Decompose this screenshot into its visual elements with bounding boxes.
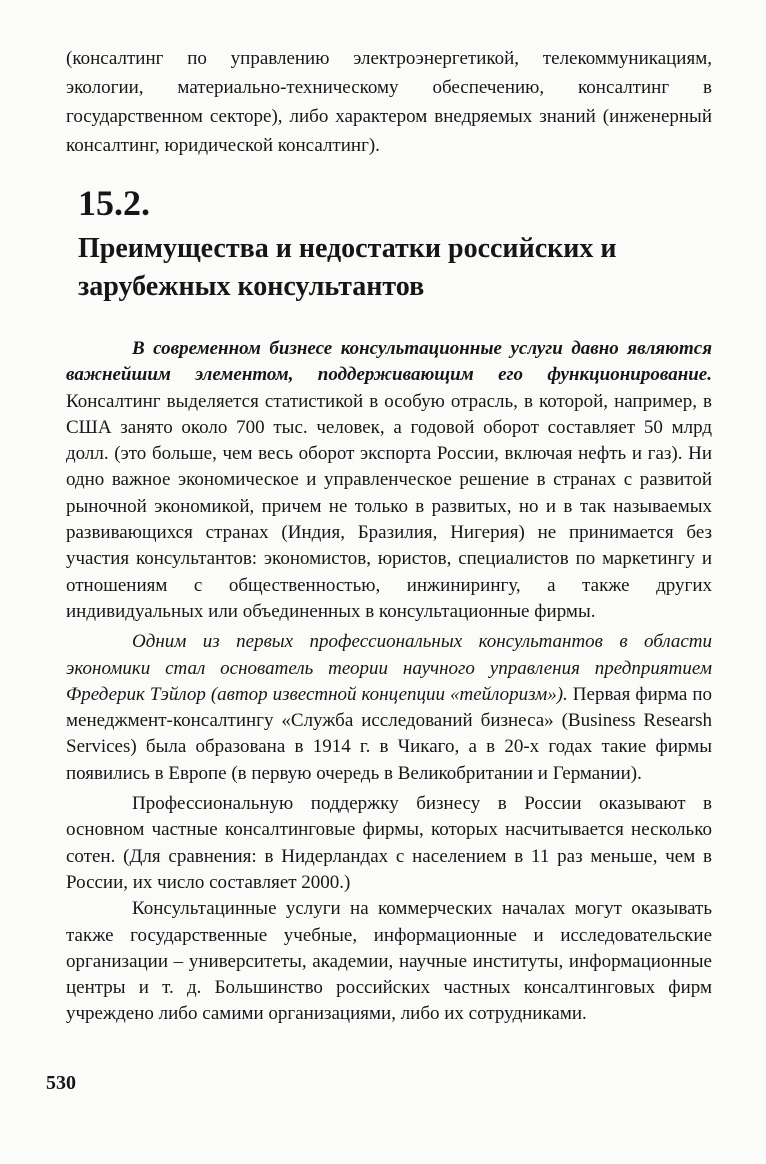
section-title: Преимущества и недостатки российских и зарубежных консультантов [78, 233, 617, 302]
page-number: 530 [46, 1072, 76, 1094]
intro-fragment [66, 44, 712, 160]
paragraph-4: Консультацинные услуги на коммерческих началах могут оказывать также государственные учебные, информационные и исследовательские организации – университеты, академии, научные институты, информационные центры и т. д. Большинство российских частных консалтинговых фирм учреждено либо самими организациями, либо их сотрудниками. [66, 898, 712, 1025]
intro-paragraph: (консалтинг по управлению электроэнергетикой, телекоммуникациям, экологии, материально-техническому обеспечению, консалтинг в государственном секторе), либо характером внедряемых знаний (инженерный консалтинг, юридической консалтинг). [66, 48, 712, 156]
body-text [66, 336, 712, 1028]
paragraph-2-lead: Одним из первых профессиональных консультантов в области экономики стал основатель теории научного управления предприятием Фредерик Тэйлор (автор известной концепции «тейлоризм»). [66, 631, 712, 705]
paragraph-1-text: Консалтинг выделяется статистикой в особую отрасль, в которой, например, в США занято около 700 тыс. человек, а годовой оборот составляет 50 млрд долл. (это больше, чем весь оборот экспорта России, включая нефть и газ). Ни одно важное экономическое и управленческое решение в странах с развитой рыночной экономикой, причем не только в развитых, но и в так называемых развивающихся странах (Индия, Бразилия, Нигерия) не принимается без участия консультантов: экономистов, юристов, специалистов по маркетингу и отношениям с общественностью, инжинирингу, а также других индивидуальных или объединенных в консультационные фирмы. [66, 390, 712, 622]
section-number: 15.2. [78, 183, 150, 223]
paragraph-1-lead: В современном бизнесе консультационные услуги давно являются важнейшим элементом, поддерживающим его функционирование. [66, 338, 712, 386]
paragraph-2-text: Первая фирма по менеджмент-консалтингу «Служба исследований бизнеса» (Business Researsh Services) была образована в 1914 г. в Чикаго, а в 20-х годах такие фирмы появились в Европе (в первую очередь в Великобритании и Германии). [66, 683, 712, 784]
paragraph-3: Профессиональную поддержку бизнесу в России оказывают в основном частные консалтинговые фирмы, которых насчитывается несколько сотен. (Для сравнения: в Нидерландах с населением в 11 раз меньше, чем в России, их число составляет 2000.) [66, 793, 712, 893]
paragraph-2 [66, 629, 712, 787]
paragraph-1 [66, 336, 712, 625]
